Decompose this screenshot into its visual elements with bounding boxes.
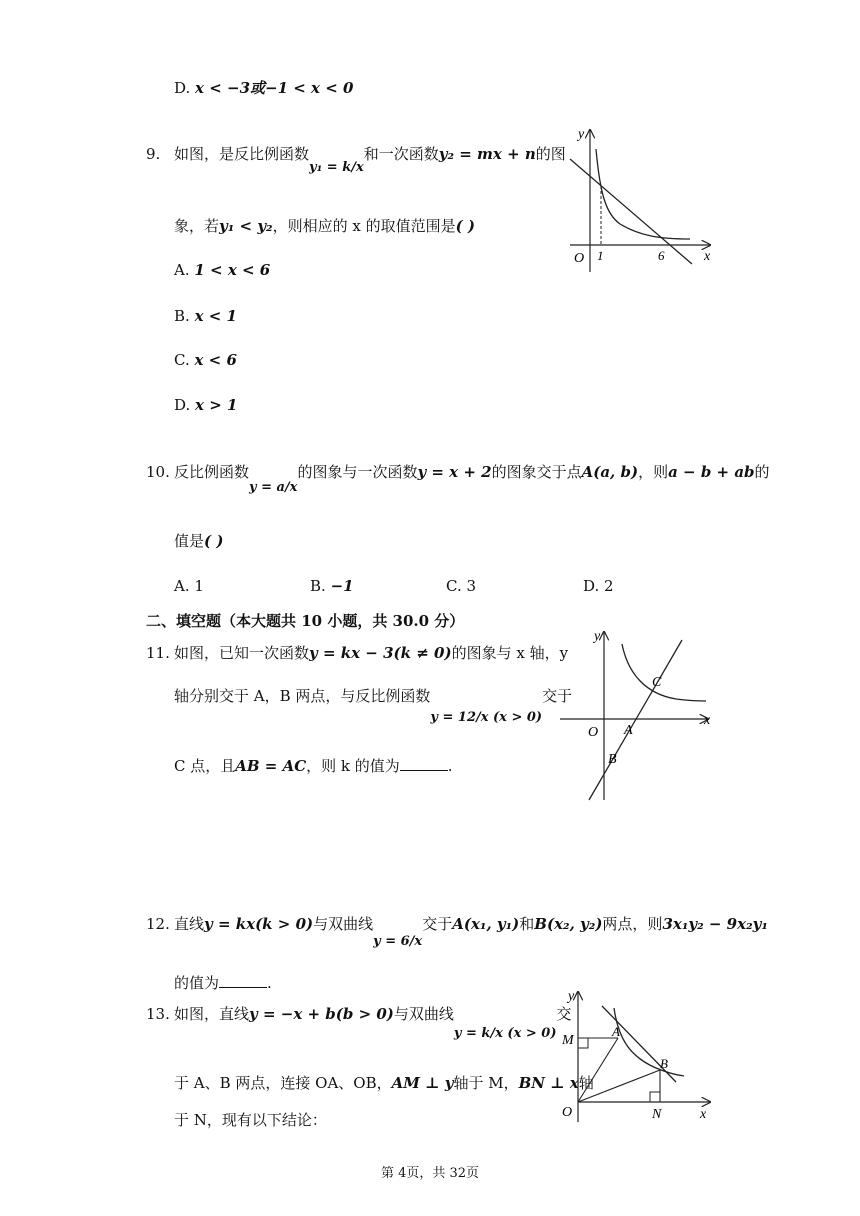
answer-blank[interactable] — [400, 756, 448, 771]
option-text: x < −3或−1 < x < 0 — [195, 79, 354, 97]
q13-line3: 于 N，现有以下结论： — [174, 1111, 327, 1129]
right-angle-mark-n — [650, 1092, 660, 1102]
q11-graph — [556, 624, 716, 804]
option-letter: D. — [583, 577, 600, 595]
option-text: x < 1 — [194, 307, 237, 325]
y-label: y — [568, 989, 575, 1004]
option-letter: A. — [174, 261, 190, 279]
q10-text: 反比例函数 — [174, 463, 250, 481]
q10-option-d[interactable] — [583, 576, 614, 596]
q10-target: a − b + ab — [668, 463, 755, 481]
q13-graph — [556, 986, 716, 1126]
q11-line2 — [174, 686, 573, 725]
q12-text: . — [267, 974, 272, 992]
q10-text: 的图象与一次函数 — [297, 463, 418, 481]
q11-line1 — [174, 643, 568, 663]
q9-condition: y₁ < y₂ — [219, 217, 273, 235]
q13-text: 如图，直线 — [174, 1005, 250, 1023]
q9-option-b[interactable] — [174, 306, 237, 326]
x-label: x — [704, 713, 711, 728]
q12-point-b: B(x₂, y₂) — [534, 915, 603, 933]
q13-line1 — [174, 1004, 572, 1041]
q11-lin-expr: y = kx − 3(k ≠ 0) — [309, 644, 452, 662]
q12-number: 12. — [146, 915, 170, 933]
q11-text: ，则 k 的值为 — [306, 757, 400, 775]
q12-text: 交于 — [422, 915, 453, 933]
option-text: −1 — [330, 577, 354, 595]
q9-text: 和一次函数 — [363, 145, 439, 163]
tick-label: 6 — [658, 248, 665, 263]
q10-text: 值是 — [174, 532, 205, 550]
point-b-label: B — [660, 1056, 668, 1071]
q13-text: 交 — [556, 1005, 572, 1023]
q10-lin-expr: y = x + 2 — [417, 463, 492, 481]
q11-text: 如图，已知一次函数 — [174, 644, 310, 662]
q13-hyp-expr: y = k/x (x > 0) — [453, 1026, 557, 1041]
q10-text: ，则 — [638, 463, 669, 481]
option-text: 2 — [604, 577, 614, 595]
q11-text: 的图象与 x 轴，y — [451, 644, 569, 662]
q13-perp1: AM ⊥ y — [391, 1074, 454, 1092]
q10-option-b[interactable] — [310, 576, 354, 596]
origin-label: O — [562, 1105, 573, 1120]
q9-text: 的图 — [535, 145, 566, 163]
q9-graph — [560, 124, 720, 274]
q10-number: 10. — [146, 463, 170, 481]
q10-paren: ( ) — [204, 532, 224, 550]
option-text: x > 1 — [195, 396, 238, 414]
q13-perp2: BN ⊥ x — [518, 1074, 579, 1092]
origin-label: O — [588, 725, 599, 740]
q11-inv-expr: y = 12/x (x > 0) — [430, 710, 543, 725]
q10-y-expr: y = a/x — [249, 480, 298, 495]
option-letter: B. — [174, 307, 190, 325]
q11-text: . — [447, 757, 453, 775]
point-b-label: B — [608, 752, 617, 767]
section-title: 二、填空题（本大题共 10 小题，共 30.0 分） — [146, 612, 465, 630]
option-letter: C. — [174, 351, 190, 369]
answer-blank[interactable] — [219, 973, 267, 988]
q8-option-d — [174, 78, 353, 98]
q11-condition: AB = AC — [235, 757, 307, 775]
q12-hyp-expr: y = 6/x — [373, 934, 423, 949]
point-n-label: N — [652, 1107, 662, 1122]
option-text: 1 < x < 6 — [194, 261, 271, 279]
q12-text: 两点，则 — [602, 915, 663, 933]
x-label: x — [704, 249, 711, 264]
right-angle-mark-m — [578, 1038, 588, 1048]
q13-text: 轴于 M， — [453, 1074, 519, 1092]
q9-line2 — [174, 216, 475, 236]
y-label: y — [578, 127, 585, 142]
q9-line1 — [174, 144, 566, 175]
linear-line — [589, 640, 682, 800]
q12-text: 与双曲线 — [313, 915, 374, 933]
q10-option-a[interactable] — [174, 576, 204, 596]
hyperbola-curve — [622, 644, 706, 701]
q11-text: 轴分别交于 A，B 两点，与反比例函数 — [174, 687, 431, 705]
page-footer: 第 4页，共 32页 — [380, 1166, 480, 1181]
tick-label: 1 — [597, 248, 604, 263]
q9-text: 如图，是反比例函数 — [174, 145, 310, 163]
q9-text: 象，若 — [174, 217, 220, 235]
option-text: x < 6 — [194, 351, 237, 369]
q12-line2 — [174, 973, 272, 993]
q13-text: 轴 — [578, 1074, 594, 1092]
q10-option-c[interactable] — [446, 576, 476, 596]
point-a-label: A — [612, 1024, 620, 1039]
q12-text: 的值为 — [174, 974, 220, 992]
q10-point: A(a, b) — [581, 463, 639, 481]
q10-text: 的图象交于点 — [491, 463, 582, 481]
q13-line2 — [174, 1073, 594, 1093]
q9-option-c[interactable] — [174, 350, 237, 370]
q9-text: ，则相应的 x 的取值范围是 — [272, 217, 456, 235]
point-a-label: A — [624, 723, 633, 738]
q13-number: 13. — [146, 1005, 170, 1023]
y-label: y — [594, 629, 601, 644]
q11-line3 — [174, 756, 453, 776]
q10-line1 — [174, 462, 770, 495]
q12-target: 3x₁y₂ − 9x₂y₁ — [662, 915, 768, 933]
q9-paren: ( ) — [455, 217, 476, 235]
option-text: 3 — [466, 577, 477, 595]
option-letter: C. — [446, 577, 462, 595]
option-letter: A. — [174, 577, 190, 595]
q11-text: 交于 — [542, 687, 573, 705]
origin-label: O — [574, 251, 585, 266]
linear-line — [570, 159, 692, 264]
q13-lin-expr: y = −x + b(b > 0) — [249, 1005, 394, 1023]
q9-y2-expr: y₂ = mx + n — [438, 145, 536, 163]
point-m-label: M — [562, 1033, 574, 1048]
q11-text: C 点，且 — [174, 757, 236, 775]
q12-point-a: A(x₁, y₁) — [452, 915, 520, 933]
option-letter: B. — [310, 577, 326, 595]
option-letter: D. — [174, 396, 191, 414]
hyperbola-curve — [614, 1008, 684, 1076]
q13-text: 于 A、B 两点，连接 OA、OB， — [174, 1074, 392, 1092]
option-letter: D. — [174, 79, 191, 97]
q10-line2 — [174, 531, 223, 551]
x-label: x — [700, 1107, 707, 1122]
point-c-label: C — [652, 675, 662, 690]
q12-line1 — [174, 914, 768, 949]
q12-lin-expr: y = kx(k > 0) — [204, 915, 314, 933]
q10-text: 的 — [754, 463, 770, 481]
q9-option-d[interactable] — [174, 395, 237, 415]
segment-ob — [578, 1070, 660, 1102]
q9-y1-expr: y₁ = k/x — [309, 160, 364, 175]
q13-text: 与双曲线 — [393, 1005, 454, 1023]
option-text: 1 — [194, 577, 204, 595]
q11-number: 11. — [146, 644, 170, 662]
q9-option-a[interactable] — [174, 260, 270, 280]
q12-text: 直线 — [174, 915, 205, 933]
q9-number: 9. — [146, 145, 161, 163]
q12-text: 和 — [519, 915, 535, 933]
